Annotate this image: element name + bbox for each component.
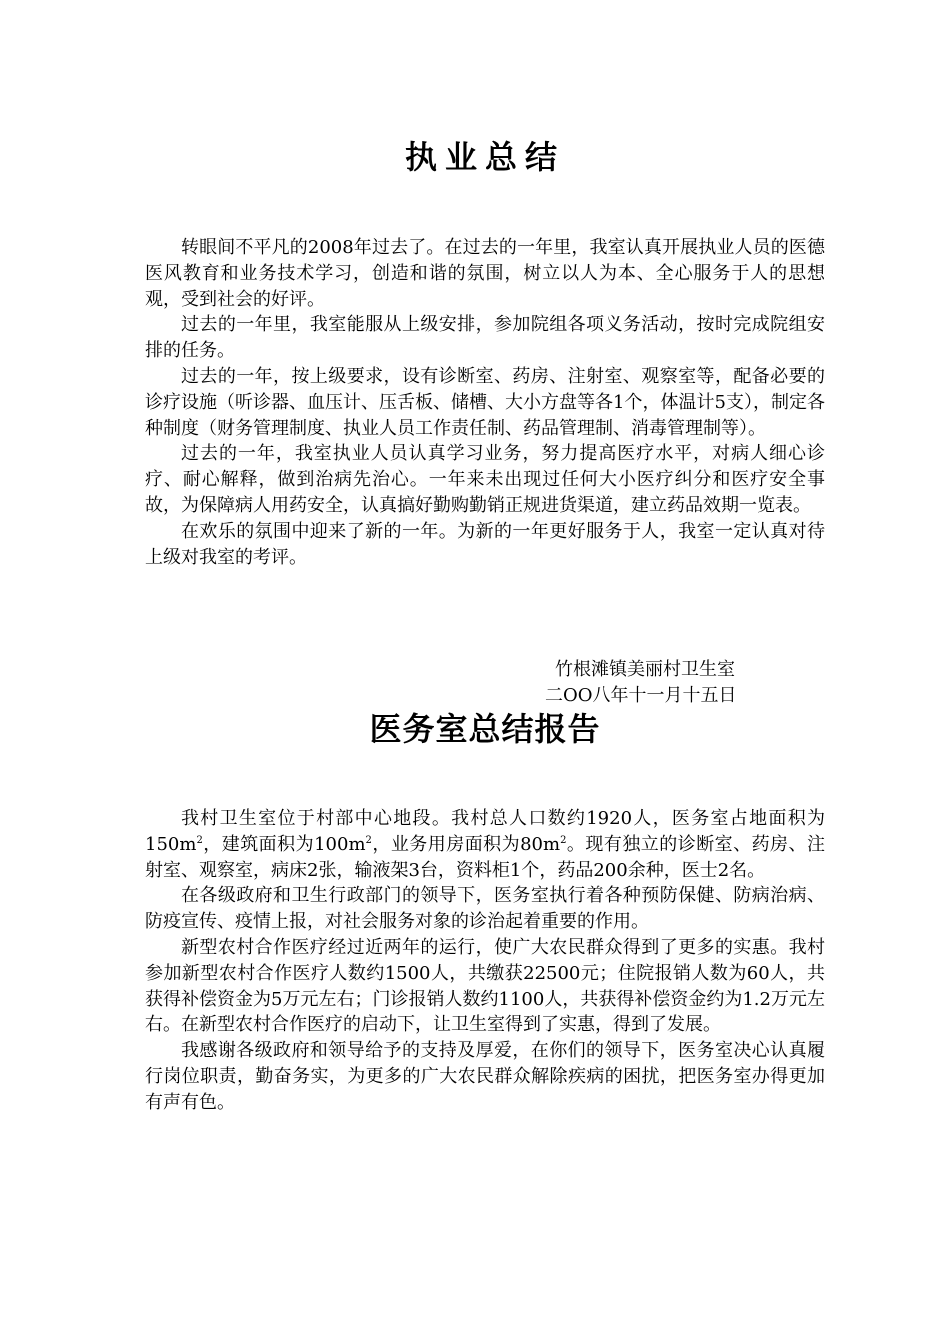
doc2-paragraph-2: 在各级政府和卫生行政部门的领导下，医务室执行着各种预防保健、防病治病、防疫宣传、疫情上报，对社会服务对象的诊治起着重要的作用。 xyxy=(145,885,825,933)
doc1-paragraph-4: 过去的一年，我室执业人员认真学习业务，努力提高医疗水平，对病人细心诊疗、耐心解释，做到治病先治心。一年来未出现过任何大小医疗纠分和医疗安全事故，为保障病人用药安全，认真搞好勤购勤销正规进货渠道，建立药品效期一览表。 xyxy=(145,443,825,516)
doc2-p1-part-a: 我村卫生室位于村部中心地段。我村总人口数约1920人，医务室占地面积为150m xyxy=(145,808,825,855)
doc2-p1-part-d: 。现有独立的诊断室、药房、注射室、观察室，病床2张，输液架3台，资料柜1个，药品200余种，医士2名。 xyxy=(145,833,825,881)
doc1-signature-org xyxy=(545,657,795,683)
doc2-paragraph-1 xyxy=(145,806,825,883)
doc2-p1-part-b: ，建筑面积为100m xyxy=(202,833,366,855)
doc2-title: 医务室总结报告 xyxy=(369,710,601,748)
doc2-body xyxy=(145,806,825,1116)
superscript-2: 2 xyxy=(365,834,372,846)
superscript-2: 2 xyxy=(560,834,567,846)
doc1-title: 执业总结 xyxy=(404,138,565,176)
signature-org-text: 竹根滩镇美丽村卫生室 xyxy=(555,659,735,680)
doc2-paragraph-4: 我感谢各级政府和领导给予的支持及厚爱，在你们的领导下，医务室决心认真履行岗位职责，勤奋务实，为更多的广大农民群众解除疾病的困扰，把医务室办得更加有声有色。 xyxy=(145,1040,825,1113)
doc1-body xyxy=(145,235,825,570)
doc2-p1-part-c: ，业务用房面积为80m xyxy=(371,833,561,855)
doc1-paragraph-1: 转眼间不平凡的2008年过去了。在过去的一年里，我室认真开展执业人员的医德医风教育和业务技术学习，创造和谐的氛围，树立以人为本、全心服务于人的思想观，受到社会的好评。 xyxy=(145,237,825,310)
signature-date-text: 二OO八年十一月十五日 xyxy=(545,685,737,706)
superscript-2: 2 xyxy=(196,834,203,846)
doc1-signature-date xyxy=(545,683,785,709)
doc1-paragraph-2: 过去的一年里，我室能服从上级安排，参加院组各项义务活动，按时完成院组安排的任务。 xyxy=(145,314,825,362)
doc2-paragraph-3: 新型农村合作医疗经过近两年的运行，使广大农民群众得到了更多的实惠。我村参加新型农村合作医疗人数约1500人，共缴获22500元；住院报销人数为60人，共获得补偿资金为5万元左右；门诊报销人数约1100人，共获得补偿资金约为1.2万元左右。在新型农村合作医疗的启动下，让卫生室得到了实惠，得到了发展。 xyxy=(145,936,825,1036)
doc1-paragraph-5: 在欢乐的氛围中迎来了新的一年。为新的一年更好服务于人，我室一定认真对待上级对我室的考评。 xyxy=(145,520,825,568)
doc1-paragraph-3: 过去的一年，按上级要求，设有诊断室、药房、注射室、观察室等，配备必要的诊疗设施（听诊器、血压计、压舌板、储槽、大小方盘等各1个，体温计5支），制定各种制度（财务管理制度、执业人员工作责任制、药品管理制、消毒管理制等）。 xyxy=(145,365,825,439)
